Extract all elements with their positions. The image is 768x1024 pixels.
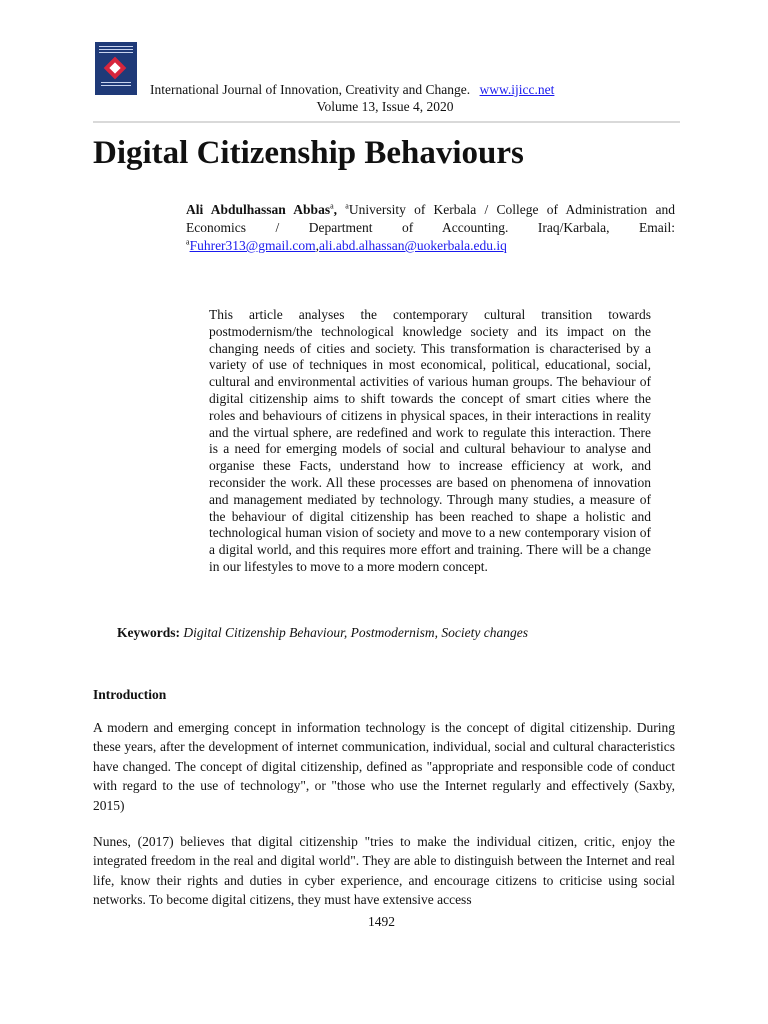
article-title: Digital Citizenship Behaviours: [93, 135, 524, 171]
author-name: Ali Abdulhassan Abbas: [186, 202, 331, 217]
header-divider: [93, 121, 680, 123]
author-block: Ali Abdulhassan Abbas$^a$, $^a$University of Kerbala / College of Administration and Economics / Department of Accounting. Iraq/Karbala, Email: $^a$Fuhrer313@gmail.com,ali.abd.alhassan@uokerbala.edu.iq: [186, 201, 675, 253]
keywords-label: Keywords:: [117, 625, 180, 640]
keywords: [117, 624, 528, 641]
email-sup: a: [186, 237, 190, 247]
keywords-text: Digital Citizenship Behaviour, Postmodernism, Society changes: [183, 625, 528, 640]
issue-info: Volume 13, Issue 4, 2020: [316, 99, 454, 114]
author-sup: a: [330, 201, 334, 211]
author-affiliation: University of Kerbala / College of Administration and Economics / Department of Accounting. Iraq/Karbala, Email:: [186, 202, 675, 235]
journal-logo-icon: [95, 42, 137, 95]
journal-name: International Journal of Innovation, Creativity and Change.: [150, 82, 471, 97]
page-number: 1492: [368, 914, 395, 929]
journal-url-link[interactable]: www.ijicc.net: [479, 82, 555, 97]
introduction-heading: Introduction: [93, 687, 167, 702]
affiliation-sup: a: [345, 201, 349, 211]
intro-paragraph-1: A modern and emerging concept in information technology is the concept of digital citizenship. During these years, after the development of internet communication, individual, social and cultural characteristics have changed. The concept of digital citizenship, defined as "appropriate and responsible code of conduct with regard to the use of technology", or "those who use the Internet regularly and effectively (Saxby, 2015): [93, 720, 675, 813]
logo-lettering: [99, 46, 133, 56]
email-separator: ,: [315, 238, 319, 253]
logo-footer-lettering: [101, 82, 131, 88]
email-link-1[interactable]: Fuhrer313@gmail.com: [189, 238, 316, 253]
journal-header: [150, 81, 670, 98]
email-link-2[interactable]: ali.abd.alhassan@uokerbala.edu.iq: [318, 238, 507, 253]
logo-mark: [104, 57, 127, 80]
intro-paragraph-2: Nunes, (2017) believes that digital citizenship "tries to make the individual citizen, critic, enjoy the integrated freedom in the real and digital world". They are able to distinguish between the Internet and real life, know their rights and duties in cyber experience, and encourage citizens to criticise using social networks. To become digital citizens, they must have extensive access: [93, 834, 675, 908]
abstract: This article analyses the contemporary cultural transition towards postmodernism/the technological knowledge society and its impact on the changing needs of cities and society. This transformation is characterised by a variety of use of techniques in most economical, political, educational, social, cultural and environmental activities of various human groups. The behaviour of digital citizenship aims to shift towards the concept of smart cities where the roles and behaviours of citizens in physical spaces, in their interactions in reality and the virtual sphere, are redefined and work to regulate this interaction. There is a need for emerging models of social and cultural behaviour to analyse and organise these Facts, understand how to increase efficiency at work, and reconsider the work. All these processes are based on phenomena of innovation and management mediated by technology. Through many studies, a measure of the behaviour of digital citizenship has been reached to shape a holistic and technological human vision of society and move to a new contemporary vision of a digital world, and this requires more effort and training. There will be a change in our lifestyles to move to a more modern concept.: [209, 307, 651, 574]
